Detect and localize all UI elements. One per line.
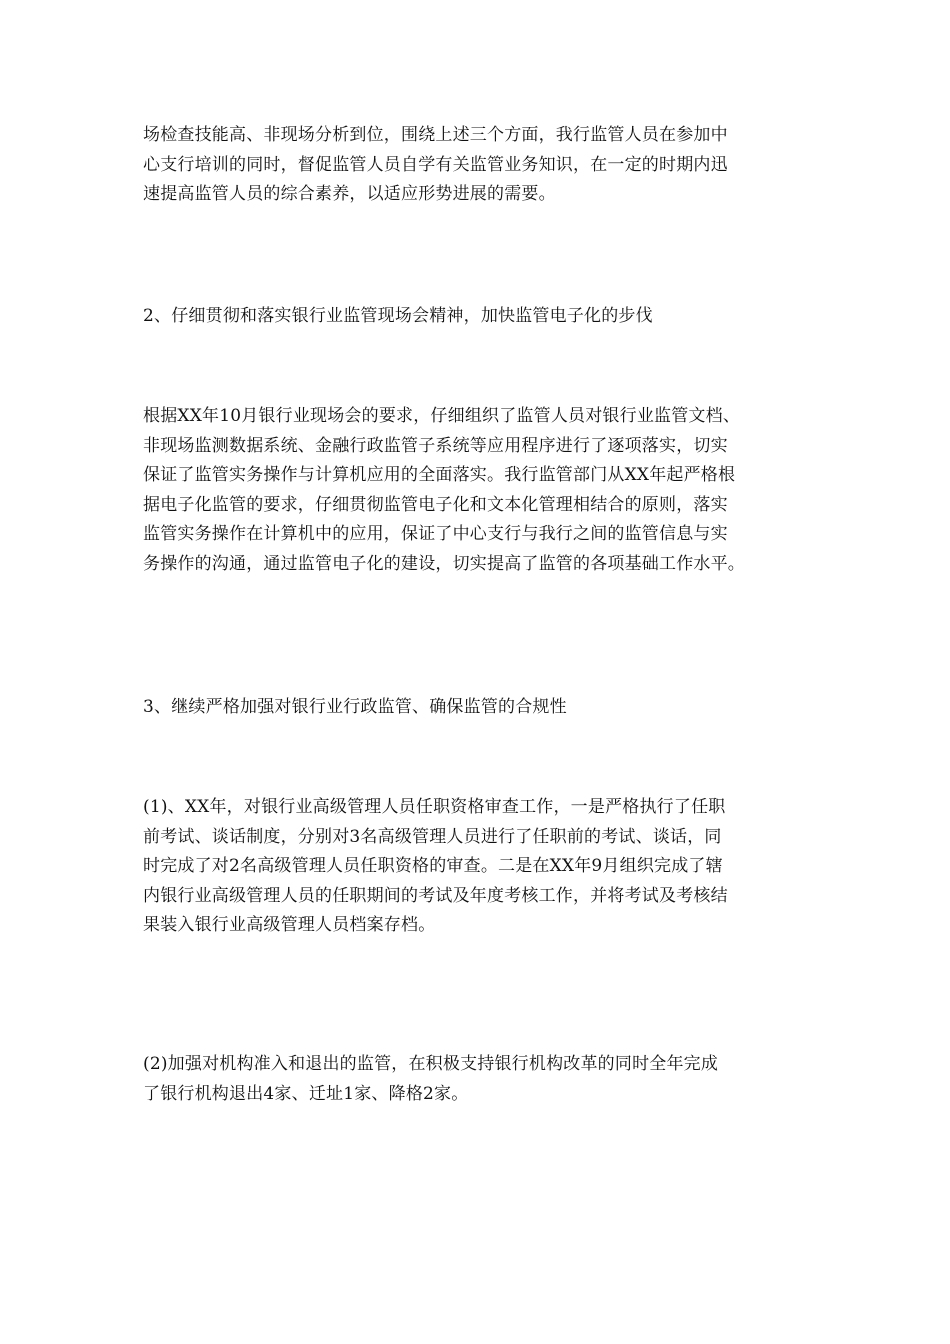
text-line: (1)、XX年，对银行业高级管理人员任职资格审查工作，一是严格执行了任职 [143, 797, 726, 817]
text-line: 场检查技能高、非现场分析到位，围绕上述三个方面，我行监管人员在参加中 [143, 125, 728, 145]
heading-text: 2、仔细贯彻和落实银行业监管现场会精神，加快监管电子化的步伐 [143, 306, 653, 326]
text-line: 监管实务操作在计算机中的应用，保证了中心支行与我行之间的监管信息与实 [143, 524, 728, 544]
paragraph-training [143, 121, 843, 210]
text-line: 前考试、谈话制度，分别对3名高级管理人员进行了任职前的考试、谈话，同 [143, 826, 722, 847]
text-line: 非现场监测数据系统、金融行政监管子系统等应用程序进行了逐项落实，切实 [143, 435, 728, 456]
text-line: 根据XX年10月银行业现场会的要求，仔细组织了监管人员对银行业监管文档、 [143, 406, 741, 426]
text-line: 内银行业高级管理人员的任职期间的考试及年度考核工作，并将考试及考核结 [143, 885, 728, 906]
paragraph-institution-access [143, 1050, 843, 1109]
text-line: 据电子化监管的要求，仔细贯彻监管电子化和文本化管理相结合的原则，落实 [143, 494, 728, 515]
text-line: 果装入银行业高级管理人员档案存档。 [143, 915, 436, 935]
text-line: 务操作的沟通，通过监管电子化的建设，切实提高了监管的各项基础工作水平。 [143, 553, 745, 574]
heading-text: 3、继续严格加强对银行业行政监管、确保监管的合规性 [143, 697, 567, 717]
text-line: (2)加强对机构准入和退出的监管，在积极支持银行机构改革的同时全年完成 [143, 1054, 719, 1074]
paragraph-electronic-supervision [143, 402, 843, 579]
text-line: 时完成了对2名高级管理人员任职资格的审查。二是在XX年9月组织完成了辖 [143, 856, 723, 876]
text-line: 保证了监管实务操作与计算机应用的全面落实。我行监管部门从XX年起严格根 [143, 465, 736, 485]
section-heading-3 [143, 693, 843, 723]
section-heading-2 [143, 302, 843, 332]
text-line: 了银行机构退出4家、迁址1家、降格2家。 [143, 1083, 469, 1104]
paragraph-qualification-review [143, 793, 843, 941]
text-line: 速提高监管人员的综合素养，以适应形势进展的需要。 [143, 184, 556, 204]
text-line: 心支行培训的同时，督促监管人员自学有关监管业务知识，在一定的时期内迅 [143, 154, 728, 175]
